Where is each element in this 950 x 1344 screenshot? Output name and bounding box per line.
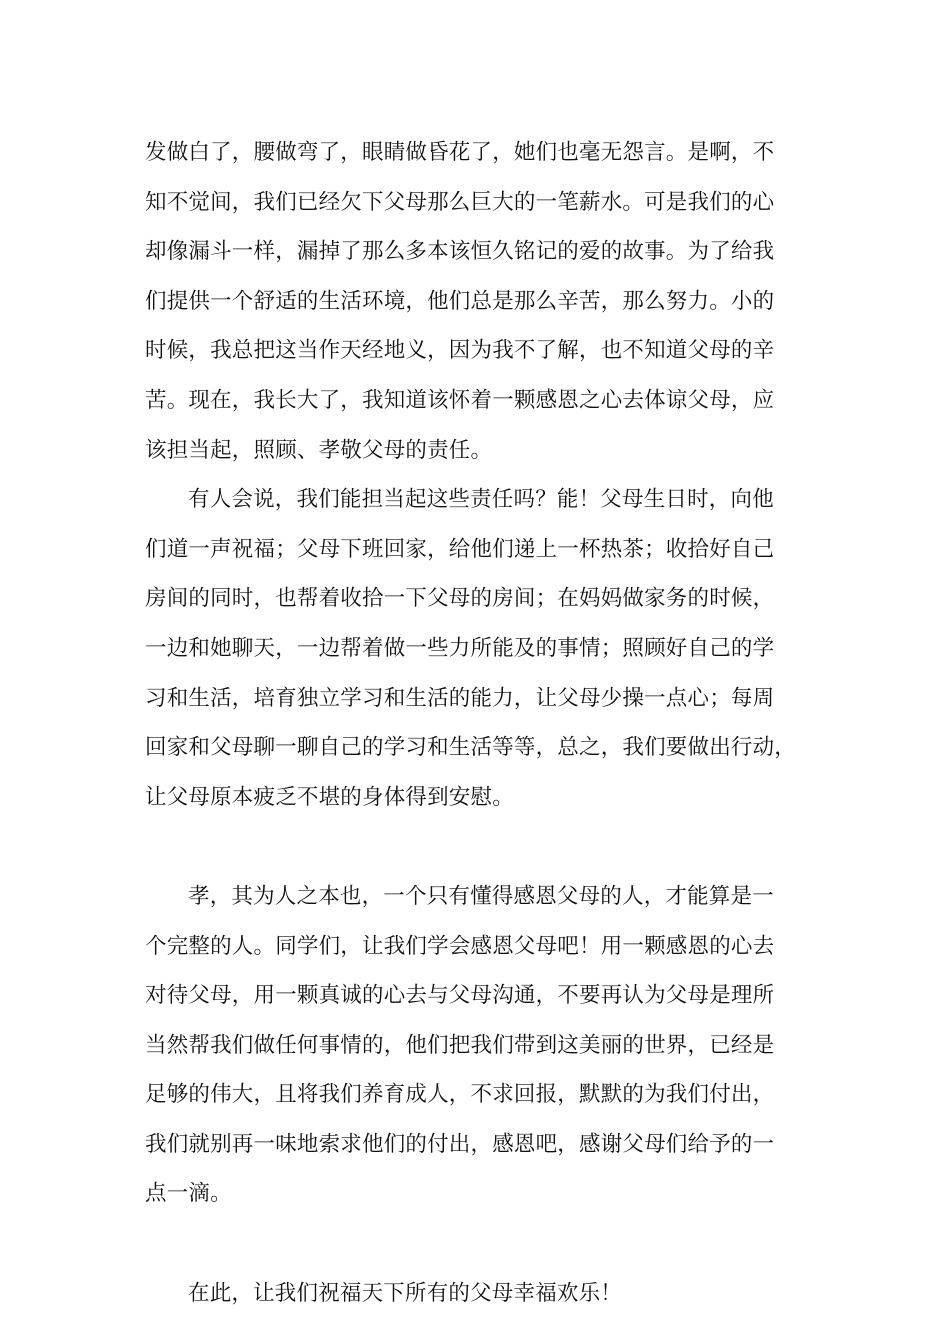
paragraph-1 <box>145 128 821 475</box>
text-line: 房间的同时，也帮着收拾一下父母的房间；在妈妈做家务的时候， <box>145 586 775 612</box>
text-line: 我们就别再一味地索求他们的付出，感恩吧，感谢父母们给予的一 <box>145 1131 775 1157</box>
text-line: 时候，我总把这当作天经地义，因为我不了解，也不知道父母的辛 <box>145 338 775 364</box>
text-line <box>145 822 821 872</box>
paragraph-3 <box>145 872 821 1269</box>
text-line: 苦。现在，我长大了，我知道该怀着一颗感恩之心去体谅父母，应 <box>145 387 775 413</box>
document-body <box>145 128 821 1318</box>
paragraph-4 <box>145 1269 821 1319</box>
text-line: 让父母原本疲乏不堪的身体得到安慰。 <box>145 784 514 810</box>
text-line: 当然帮我们做任何事情的，他们把我们带到这美丽的世界，已经是 <box>145 1032 775 1058</box>
text-line: 发做白了，腰做弯了，眼睛做昏花了，她们也毫无怨言。是啊，不 <box>145 140 775 165</box>
text-line: 却像漏斗一样，漏掉了那么多本该恒久铭记的爱的故事。为了给我 <box>145 239 775 265</box>
text-line: 知不觉间，我们已经欠下父母那么巨大的一笔薪水。可是我们的心 <box>145 189 775 215</box>
text-line: 回家和父母聊一聊自己的学习和生活等等，总之，我们要做出行动， <box>145 735 797 761</box>
text-line: 一边和她聊天，一边帮着做一些力所能及的事情；照顾好自己的学 <box>145 635 775 661</box>
text-line: 点一滴。 <box>145 1181 232 1207</box>
text-line: 足够的伟大，且将我们养育成人，不求回报，默默的为我们付出， <box>145 1082 775 1108</box>
text-line: 对待父母，用一颗真诚的心去与父母沟通，不要再认为父母是理所 <box>145 983 775 1009</box>
text-line <box>145 1219 821 1269</box>
text-line: 习和生活，培育独立学习和生活的能力，让父母少操一点心；每周 <box>145 685 775 711</box>
paragraph-2 <box>145 475 821 872</box>
text-line: 在此，让我们祝福天下所有的父母幸福欢乐！ <box>188 1280 623 1306</box>
text-line: 们提供一个舒适的生活环境，他们总是那么辛苦，那么努力。小的 <box>145 288 775 314</box>
text-line: 孝，其为人之本也，一个只有懂得感恩父母的人，才能算是一 <box>188 883 774 909</box>
text-line: 有人会说，我们能担当起这些责任吗？能！父母生日时，向他 <box>188 487 774 513</box>
text-line: 个完整的人。同学们，让我们学会感恩父母吧！用一颗感恩的心去 <box>145 933 775 959</box>
text-line: 们道一声祝福；父母下班回家，给他们递上一杯热茶；收拾好自己 <box>145 536 775 562</box>
text-line: 该担当起，照顾、孝敬父母的责任。 <box>145 437 493 463</box>
